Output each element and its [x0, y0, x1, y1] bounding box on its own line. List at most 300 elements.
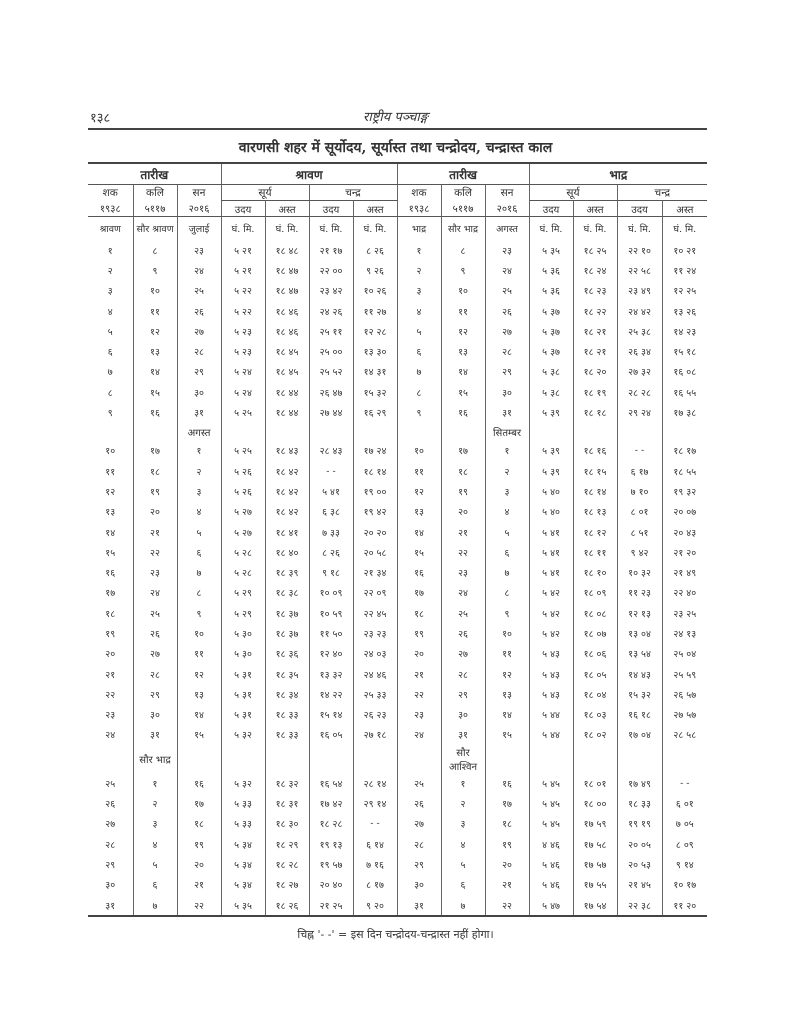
header-ast: अस्त [573, 201, 617, 217]
sunset: १८ ०५ [573, 664, 617, 684]
sunset: १८ ०२ [573, 725, 617, 745]
sunrise: ५ ४३ [529, 664, 573, 684]
month-label: सौर आश्विन [441, 745, 485, 773]
header-shaka: शक [102, 186, 118, 199]
shaka-date: ११ [105, 466, 116, 478]
sunrise: ५ २६ [221, 461, 265, 481]
greg-date: २४ [177, 260, 221, 280]
greg-date: ३० [177, 382, 221, 402]
sunset: १८ ०६ [573, 644, 617, 664]
moonrise: १७ ४२ [309, 793, 353, 813]
sunset: १८ ३२ [265, 773, 309, 793]
kali-date: २० [441, 502, 485, 522]
sunrise: ५ ४४ [529, 725, 573, 745]
moonset: २४ ०३ [353, 644, 397, 664]
shaka-date: १५ [397, 542, 441, 562]
kali-date: १० [133, 281, 177, 301]
moonset: २८ १४ [353, 773, 397, 793]
sunset: १८ २८ [265, 854, 309, 874]
shaka-date: ७ [397, 362, 441, 382]
kali-date: ७ [441, 895, 485, 916]
moonrise: २३ ४२ [309, 281, 353, 301]
shaka-date: १३ [105, 507, 116, 519]
sunset: १८ ४८ [265, 240, 309, 260]
greg-date: २६ [485, 301, 529, 321]
moonset: १८ ५५ [662, 461, 707, 481]
moonset: २२ ४५ [353, 603, 397, 623]
kali-date: २५ [133, 603, 177, 623]
moonset: २२ ४० [662, 583, 707, 603]
kali-date: २३ [441, 562, 485, 582]
table-row [88, 341, 707, 361]
moonset: ९ २६ [353, 260, 397, 280]
moonrise: १४ २२ [309, 684, 353, 704]
shaka-date: ११ [397, 461, 441, 481]
greg-date: ११ [485, 644, 529, 664]
sunset: १८ ४१ [265, 522, 309, 542]
kali-date: २ [133, 793, 177, 813]
sunset: १८ २१ [573, 341, 617, 361]
shaka-date: ३१ [88, 895, 133, 916]
empty-cell [529, 745, 573, 773]
shaka-date: २९ [397, 854, 441, 874]
kali-date: २ [441, 793, 485, 813]
moonset: २० ०७ [662, 502, 707, 522]
moonrise: ९ १८ [309, 562, 353, 582]
kali-date: ४ [133, 834, 177, 854]
greg-date: २९ [177, 362, 221, 382]
greg-date: ६ [485, 542, 529, 562]
moonrise: १९ १३ [309, 834, 353, 854]
table-row [88, 875, 707, 895]
table-row [88, 745, 707, 773]
sunrise: ५ ३८ [529, 362, 573, 382]
sunrise: ५ ३० [221, 623, 265, 643]
shaka-date: २६ [397, 793, 441, 813]
sunset: १८ ३५ [265, 664, 309, 684]
moonrise: १५ ३२ [617, 684, 662, 704]
unit: घं. मि. [309, 217, 353, 241]
greg-date: २२ [485, 895, 529, 916]
moonset: ८ १७ [353, 875, 397, 895]
moonset: २६ ५७ [662, 684, 707, 704]
kali-date: २३ [133, 562, 177, 582]
sunset: १८ ०८ [573, 603, 617, 623]
moonset: २१ ४९ [662, 562, 707, 582]
greg-date: २३ [485, 240, 529, 260]
moonrise: ५ ४१ [309, 481, 353, 501]
table-row [88, 260, 707, 280]
table-row [88, 562, 707, 582]
sunset: १८ ०७ [573, 623, 617, 643]
table-row [88, 461, 707, 481]
header-month-right: भाद्र [529, 163, 707, 185]
greg-date: १७ [177, 793, 221, 813]
header-uday: उदय [221, 201, 265, 217]
sunset: १७ ५८ [573, 834, 617, 854]
header-shaka-year: १९३८ [88, 201, 133, 217]
kali-date: २२ [133, 542, 177, 562]
shaka-date: २१ [105, 669, 116, 681]
sunset: १८ १५ [573, 461, 617, 481]
moonset: ७ १६ [353, 854, 397, 874]
shaka-date: ५ [107, 326, 113, 338]
sunrise: ५ ४५ [529, 814, 573, 834]
sunrise: ५ ३४ [221, 854, 265, 874]
table-row [88, 773, 707, 793]
moonrise: ८ २६ [309, 542, 353, 562]
shaka-date: ३० [397, 875, 441, 895]
greg-date: ३१ [485, 402, 529, 422]
empty-cell [177, 745, 221, 773]
empty-cell [353, 423, 397, 441]
sunset: १८ ०१ [573, 773, 617, 793]
greg-date: १० [177, 623, 221, 643]
sunset: १८ १३ [573, 502, 617, 522]
sunrise: ५ ४५ [529, 793, 573, 813]
empty-cell [617, 745, 662, 773]
unit: घं. मि. [573, 217, 617, 241]
moonset: ९ २० [353, 895, 397, 916]
greg-date: ३ [485, 481, 529, 501]
moonset: १८ १४ [353, 461, 397, 481]
greg-date: ४ [485, 502, 529, 522]
sunset: १८ ०९ [573, 583, 617, 603]
sunrise: ५ ४६ [529, 875, 573, 895]
header-month-left: श्रावण [221, 163, 397, 185]
greg-date: १६ [485, 773, 529, 793]
shaka-date: २४ [105, 730, 116, 742]
shaka-date: ६ [107, 347, 113, 359]
unit: घं. मि. [617, 217, 662, 241]
moonrise: २२ ३८ [617, 895, 662, 916]
sunset: १८ ३३ [265, 725, 309, 745]
moonrise: २५ ५२ [309, 362, 353, 382]
greg-date: २८ [177, 341, 221, 361]
moonrise: ११ ५० [309, 623, 353, 643]
sunrise: ५ ३६ [529, 260, 573, 280]
sunset: १८ २३ [573, 281, 617, 301]
moonrise: ६ ३८ [309, 502, 353, 522]
moonset: १६ २९ [353, 402, 397, 422]
empty-cell [221, 745, 265, 773]
table-row [88, 603, 707, 623]
kali-date: २६ [441, 623, 485, 643]
shaka-date: ३० [105, 880, 116, 892]
moonrise: ८ ५१ [617, 522, 662, 542]
greg-date: ९ [177, 603, 221, 623]
moonset: १९ ४२ [353, 502, 397, 522]
moonrise: २७ ४४ [309, 402, 353, 422]
sunrise: ५ २२ [221, 281, 265, 301]
shaka-date: २२ [397, 684, 441, 704]
header-date-right: तारीख [397, 163, 529, 185]
kali-date: २४ [441, 583, 485, 603]
sub-greg-month: जुलाई [177, 217, 221, 241]
shaka-date: ९ [397, 402, 441, 422]
moonrise: २६ ४७ [309, 382, 353, 402]
kali-date: ६ [133, 875, 177, 895]
sunrise: ५ ४१ [529, 522, 573, 542]
shaka-date: १५ [105, 547, 116, 559]
sunset: १८ ४२ [265, 461, 309, 481]
moonrise: १८ ३३ [617, 793, 662, 813]
month-label: सितम्बर [485, 423, 529, 441]
shaka-date: १७ [397, 583, 441, 603]
empty-cell [265, 745, 309, 773]
table-body [88, 240, 707, 916]
sunset: १८ १९ [573, 382, 617, 402]
header-kali: कलि [441, 185, 485, 201]
greg-date: १२ [177, 664, 221, 684]
greg-date: १९ [485, 834, 529, 854]
sunrise: ५ ४० [529, 502, 573, 522]
sunrise: ५ २४ [221, 382, 265, 402]
table-title: वारणसी शहर में सूर्योदय, सूर्यास्त तथा चन्द्रोदय, चन्द्रास्त काल [238, 140, 553, 156]
sunrise: ५ २५ [221, 441, 265, 461]
sunrise: ५ ४५ [529, 773, 573, 793]
kali-date: ६ [441, 875, 485, 895]
kali-date: १३ [133, 341, 177, 361]
moonset: २१ २० [662, 542, 707, 562]
sunrise: ५ ३५ [221, 895, 265, 916]
sunrise: ५ ४२ [529, 603, 573, 623]
shaka-date: २ [107, 265, 113, 277]
greg-date: २७ [177, 321, 221, 341]
moonrise: २८ ४३ [309, 441, 353, 461]
sunrise: ५ ४३ [529, 644, 573, 664]
greg-date: १८ [177, 814, 221, 834]
moonset: १३ ३० [353, 341, 397, 361]
sunset: १८ ४४ [265, 402, 309, 422]
moonset: १५ १८ [662, 341, 707, 361]
header-rule [88, 128, 707, 130]
sunrise: ५ ४० [529, 481, 573, 501]
header-shaka-year: १९३८ [397, 201, 441, 217]
shaka-date: २४ [397, 725, 441, 745]
kali-date: १६ [133, 402, 177, 422]
table-row [88, 684, 707, 704]
moonrise: २५ ११ [309, 321, 353, 341]
moonset: १९ ०० [353, 481, 397, 501]
table-row [88, 382, 707, 402]
sunset: १८ ४४ [265, 382, 309, 402]
kali-date: ५ [441, 854, 485, 874]
kali-date: १२ [133, 321, 177, 341]
sunset: १८ ११ [573, 542, 617, 562]
greg-date: १४ [485, 705, 529, 725]
sunset: १८ २१ [573, 321, 617, 341]
moonrise: १९ ५७ [309, 854, 353, 874]
sunset: १८ ४५ [265, 341, 309, 361]
kali-date: ३१ [441, 725, 485, 745]
greg-date: ३ [177, 481, 221, 501]
moonrise: २६ ३४ [617, 341, 662, 361]
header-san: सन [177, 185, 221, 201]
kali-date: २७ [441, 644, 485, 664]
greg-date: ६ [177, 542, 221, 562]
greg-date: २२ [177, 895, 221, 916]
shaka-date: २५ [397, 773, 441, 793]
sunrise: ५ २१ [221, 240, 265, 260]
moonrise: १२ १३ [617, 603, 662, 623]
sunset: १८ २६ [265, 895, 309, 916]
shaka-date: ८ [397, 382, 441, 402]
empty-cell [397, 423, 441, 441]
sub-month: श्रावण [99, 224, 121, 235]
greg-date: ९ [485, 603, 529, 623]
kali-date: २१ [441, 522, 485, 542]
empty-cell [309, 745, 353, 773]
sunset: १८ २५ [573, 240, 617, 260]
greg-date: १० [485, 623, 529, 643]
moonset: १० १७ [662, 875, 707, 895]
kali-date: २४ [133, 583, 177, 603]
sunrise: ५ ४१ [529, 542, 573, 562]
header-surya: सूर्य [221, 185, 309, 201]
sunrise: ५ ३० [221, 644, 265, 664]
moonset: १७ ३८ [662, 402, 707, 422]
sunset: १८ ०० [573, 793, 617, 813]
sunset: १८ २४ [573, 260, 617, 280]
kali-date: १० [441, 281, 485, 301]
greg-date: १४ [177, 705, 221, 725]
sunset: १८ २२ [573, 301, 617, 321]
sunrise: ५ २९ [221, 583, 265, 603]
sunset: १८ ३९ [265, 562, 309, 582]
header-uday: उदय [529, 201, 573, 217]
kali-date: १५ [441, 382, 485, 402]
greg-date: १७ [485, 793, 529, 813]
kali-date: २६ [133, 623, 177, 643]
sun-moon-table [88, 162, 707, 917]
sunset: १८ १४ [573, 481, 617, 501]
moonrise: १७ ४९ [617, 773, 662, 793]
kali-date: ८ [441, 240, 485, 260]
empty-cell [88, 745, 133, 773]
shaka-date: १४ [397, 522, 441, 542]
header-ast: अस्त [265, 201, 309, 217]
kali-date: ७ [133, 895, 177, 916]
greg-date: १८ [485, 814, 529, 834]
greg-date: २० [485, 854, 529, 874]
table-row [88, 705, 707, 725]
greg-date: ११ [177, 644, 221, 664]
sunset: १८ १८ [573, 402, 617, 422]
empty-cell [309, 423, 353, 441]
moonrise: १८ २८ [309, 814, 353, 834]
sunset: १८ २९ [265, 834, 309, 854]
moonrise: १३ ३२ [309, 664, 353, 684]
header-kali: कलि [133, 185, 177, 201]
kali-date: ३ [441, 814, 485, 834]
kali-date: १५ [133, 382, 177, 402]
sunset: १७ ५९ [573, 814, 617, 834]
sunrise: ५ ३३ [221, 793, 265, 813]
moonset: २० २० [353, 522, 397, 542]
moonrise: ६ १७ [617, 461, 662, 481]
sunset: १८ ४६ [265, 321, 309, 341]
moonset: २० ५८ [353, 542, 397, 562]
sunrise: ५ ४६ [529, 854, 573, 874]
kali-date: ९ [441, 260, 485, 280]
greg-date: १ [177, 441, 221, 461]
sunrise: ५ ३१ [221, 684, 265, 704]
greg-date: १९ [177, 834, 221, 854]
kali-date: ३० [133, 705, 177, 725]
month-label: सौर भाद्र [133, 745, 177, 773]
moonset: २० ४३ [662, 522, 707, 542]
page-number: १३८ [90, 111, 111, 126]
sunset: १८ ४२ [265, 502, 309, 522]
moonrise: १६ १८ [617, 705, 662, 725]
shaka-date: १० [105, 446, 116, 458]
header-shaka: शक [397, 185, 441, 201]
greg-date: २० [177, 854, 221, 874]
empty-cell [662, 745, 707, 773]
table-row [88, 301, 707, 321]
moonrise: २१ १७ [309, 240, 353, 260]
moonrise: २८ २८ [617, 382, 662, 402]
header-chandra: चन्द्र [617, 185, 707, 201]
moonrise: २४ ४२ [617, 301, 662, 321]
kali-date: १३ [441, 341, 485, 361]
kali-date: ९ [133, 260, 177, 280]
greg-date: ७ [177, 562, 221, 582]
kali-date: १४ [133, 362, 177, 382]
header-san: सन [485, 185, 529, 201]
moonrise: ९ ४२ [617, 542, 662, 562]
moonset: २५ ०४ [662, 644, 707, 664]
moonset: ११ २७ [353, 301, 397, 321]
sunset: १७ ५७ [573, 854, 617, 874]
table-row [88, 725, 707, 745]
sunset: १८ ४२ [265, 481, 309, 501]
sunrise: ५ २६ [221, 481, 265, 501]
greg-date: २ [485, 461, 529, 481]
greg-date: २१ [177, 875, 221, 895]
sunrise: ५ २१ [221, 260, 265, 280]
table-row [88, 542, 707, 562]
moonrise: २५ ०० [309, 341, 353, 361]
shaka-date: १८ [105, 608, 116, 620]
shaka-date: ९ [107, 408, 113, 420]
unit: घं. मि. [265, 217, 309, 241]
shaka-date: ५ [397, 321, 441, 341]
moonset: १४ ३१ [353, 362, 397, 382]
empty-cell [397, 745, 441, 773]
kali-date: २९ [441, 684, 485, 704]
table-row [88, 644, 707, 664]
shaka-date: ३ [397, 281, 441, 301]
kali-date: २७ [133, 644, 177, 664]
sunrise: ५ २४ [221, 362, 265, 382]
table-row [88, 441, 707, 461]
moonrise: ७ १० [617, 481, 662, 501]
shaka-date: २८ [397, 834, 441, 854]
sunset: १८ ४७ [265, 281, 309, 301]
moonset: २९ १४ [353, 793, 397, 813]
moonset: १७ २४ [353, 441, 397, 461]
moonrise: २७ ३२ [617, 362, 662, 382]
moonset: १३ २६ [662, 301, 707, 321]
greg-date: २८ [485, 341, 529, 361]
moonset: ११ २० [662, 895, 707, 916]
moonset: २३ २३ [353, 623, 397, 643]
empty-cell [485, 745, 529, 773]
greg-date: १५ [177, 725, 221, 745]
header-surya: सूर्य [529, 185, 617, 201]
